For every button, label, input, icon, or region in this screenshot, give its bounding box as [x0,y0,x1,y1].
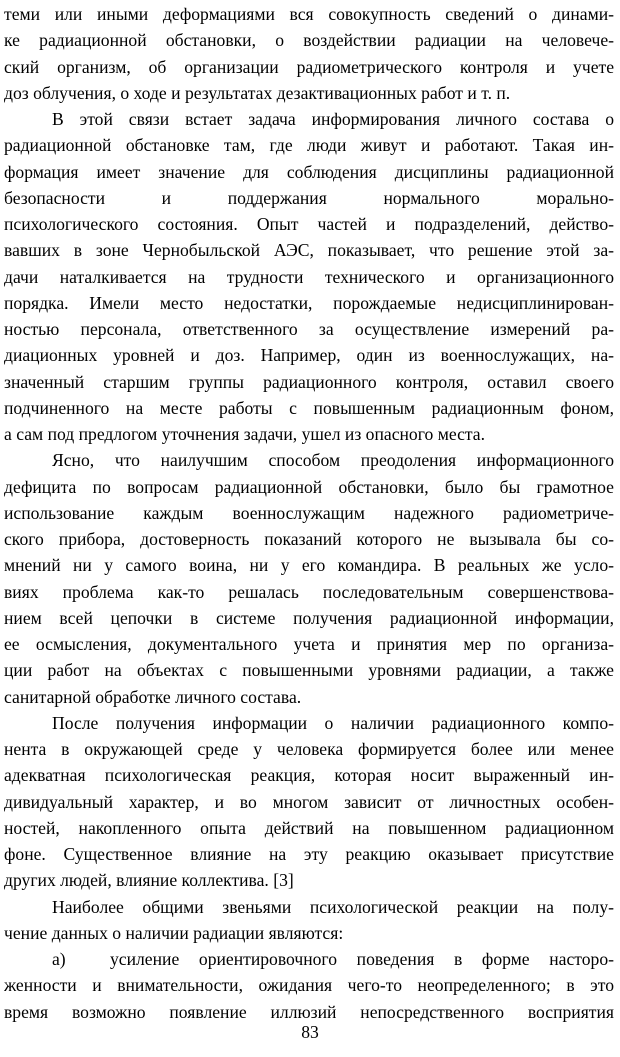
text-line: ее осмысления, документального учета и принятия мер по организа- [4,634,614,654]
text-line: вавших в зоне Чернобыльской АЭС, показывает, что решение этой за- [4,240,614,261]
text-line [4,946,614,972]
text-line: фоне. Существенное влияние на эту реакцию оказывает присутствие [4,844,614,864]
text-line: мнений ни у самого воина, ни у его командира. В реальных же усло- [4,555,614,576]
text-line: а сам под предлогом уточнения задачи, ушел из опасного места. [4,424,485,444]
text-line: чение данных о наличии радиации являются: [4,922,344,943]
text-line: Наиболее общими звеньями психологической реакции на полу- [52,896,614,917]
paragraph [4,710,614,894]
text-line: доз облучения, о ходе и результатах дезактивационных работ и т. п. [4,82,511,103]
text-line: адекватная психологическая реакция, которая носит выраженный ин- [4,765,614,786]
text-line: ностью персонала, ответственного за осуществление измерений ра- [4,319,614,339]
body-text [4,1,614,1025]
text-line: время возможно появление иллюзий непосредственного восприятия [4,1001,614,1022]
text-line: Ясно, что наилучшим способом преодоления информационного [52,450,614,471]
text-line: порядка. Имели место недостатки, порождаемые недисциплинирован- [4,292,614,313]
text-line: других людей, влияние коллектива. [3] [4,870,294,891]
page-number: 83 [301,1022,319,1042]
text-line: После получения информации о наличии радиационного компо- [52,712,614,733]
text-line: теми или иными деформациями вся совокупность сведений о динами- [4,4,614,24]
text-line: дефицита по вопросам радиационной обстановки, было бы грамотное [4,476,614,497]
text-line: значенный старшим группы радиационного контроля, оставил своего [4,371,614,392]
list-item [4,946,614,1025]
paragraph [4,447,614,710]
text-line: ностей, накопленного опыта действий на повышенном радиационном [4,817,614,838]
text-line: подчиненного на месте работы с повышенным радиационным фоном, [4,397,614,418]
text-line: ский организм, об организации радиометрического контроля и учете [4,56,614,77]
text-line: В этой связи встает задача информирования личного состава о [52,109,614,129]
paragraph [4,106,614,447]
text-line: ке радиационной обстановки, о воздействии радиации на человече- [4,30,614,51]
text-line: психологического состояния. Опыт частей и подразделений, действо- [4,214,614,234]
paragraph-continuation [4,1,614,106]
text-line: виях проблема как-то решалась последовательным совершенствова- [4,581,614,602]
text-line: диационных уровней и доз. Например, один из военнослужащих, на- [4,345,614,366]
text-line: женности и внимательности, ожидания чего-то неопределенного; в это [4,975,614,996]
paragraph [4,894,614,947]
list-marker: а) [52,949,66,969]
text-line: ции работ на объектах с повышенными уровнями радиации, а также [4,660,614,681]
text-line: дивидуальный характер, и во многом зависит от личностных особен- [4,791,614,812]
text-line: ского прибора, достоверность показаний которого не вызывала бы со- [4,529,614,549]
text-line: формация имеет значение для соблюдения дисциплины радиационной [4,161,614,182]
text-line: радиационной обстановке там, где люди живут и работают. Такая ин- [4,135,614,156]
list-item-text: усиление ориентировочного поведения в форме насторо- [110,949,614,969]
text-line: нента в окружающей среде у человека формируется более или менее [4,739,614,759]
text-line: санитарной обработке личного состава. [4,686,302,707]
text-line: использование каждым военнослужащим надежного радиометриче- [4,502,614,523]
text-line: дачи наталкивается на трудности технического и организационного [4,266,614,287]
text-line: безопасности и поддержания нормального морально- [4,187,614,208]
text-line: нием всей цепочки в системе получения радиационной информации, [4,607,614,628]
